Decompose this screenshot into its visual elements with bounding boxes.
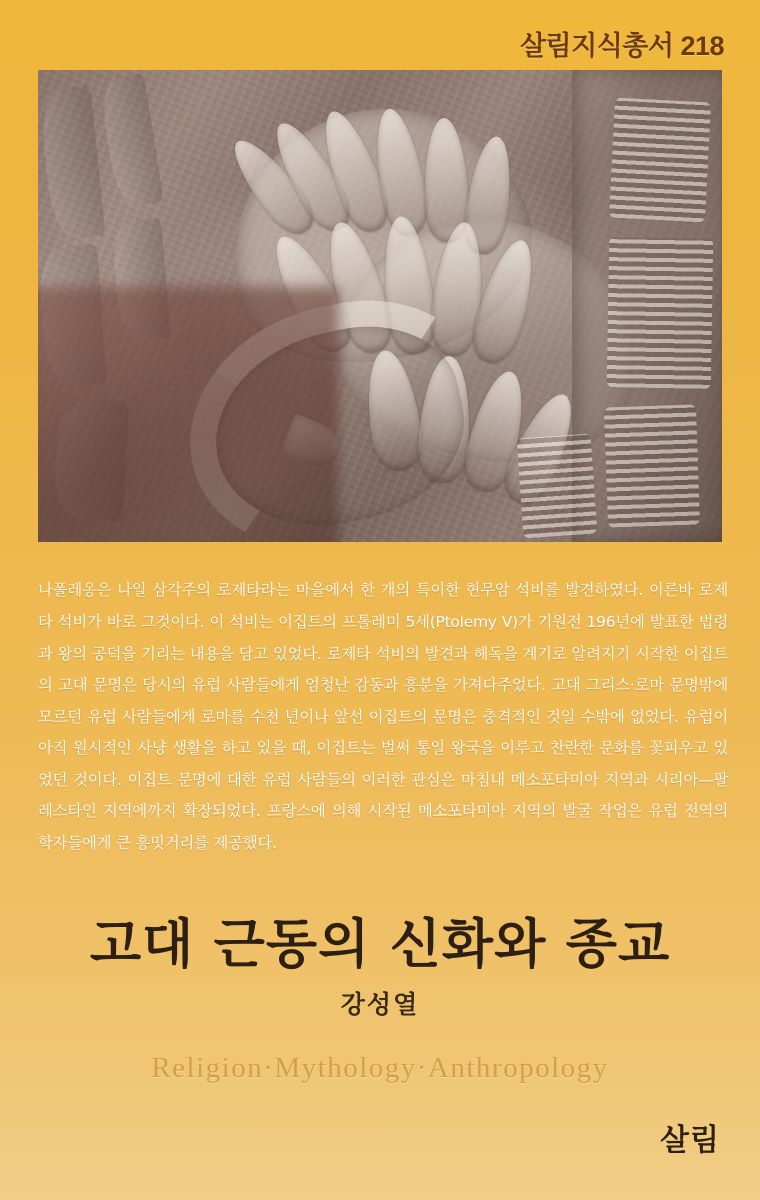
series-label: 살림지식총서 218 bbox=[519, 31, 724, 61]
author-name: 강성열 bbox=[340, 990, 420, 1019]
relief-hatching bbox=[607, 237, 714, 389]
cover-blurb: 나폴레옹은 나일 삼각주의 로제타라는 마을에서 한 개의 특이한 현무암 석비를 발견하였다. 이른바 로제타 석비가 바로 그것이다. 이 석비는 이집트의 프톨레미 5세(Ptolemy V)가 기원전 196년에 발표한 법령과 왕의 공덕을 기리는 내용을 담고 있었다. 로제타 석비의 발견과 해독을 계기로 알려지기 시작한 이집트의 고대 문명은 당시의 유럽 사람들에게 엄청난 감동과 흥분을 가져다주었다. 고대 그리스·로마 문명밖에 모르던 유럽 사람들에게 로마를 수천 년이나 앞선 이집트의 문명은 충격적인 것일 수밖에 없었다. 유럽이 아직 원시적인 사냥 생활을 하고 있을 때, 이집트는 벌써 통일 왕국을 이루고 찬란한 문화를 꽃피우고 있었던 것이다. 이집트 문명에 대한 유럽 사람들의 이러한 관심은 마침내 메소포타미아 지역과 시리아—팔레스타인 지역에까지 확장되었다. 프랑스에 의해 시작된 메소포타미아 지역의 발굴 작업은 유럽 전역의 학자들에게 큰 흥밋거리를 제공했다. bbox=[38, 581, 728, 853]
relief-griffin-beak bbox=[280, 413, 346, 472]
relief-hatching bbox=[609, 98, 711, 223]
book-title: 고대 근동의 신화와 종교 bbox=[89, 913, 671, 975]
english-subtitle: Religion·Mythology·Anthropology bbox=[151, 1052, 609, 1084]
relief-hatching bbox=[517, 434, 598, 539]
publisher-logo: 살림 bbox=[660, 1123, 720, 1158]
stone-relief-image bbox=[38, 70, 722, 542]
relief-band bbox=[38, 86, 105, 241]
cover-photo bbox=[38, 70, 722, 542]
relief-hatching bbox=[604, 404, 700, 527]
relief-band bbox=[98, 73, 164, 209]
relief-band bbox=[53, 398, 129, 521]
relief-band bbox=[38, 244, 107, 388]
relief-band bbox=[111, 218, 171, 342]
